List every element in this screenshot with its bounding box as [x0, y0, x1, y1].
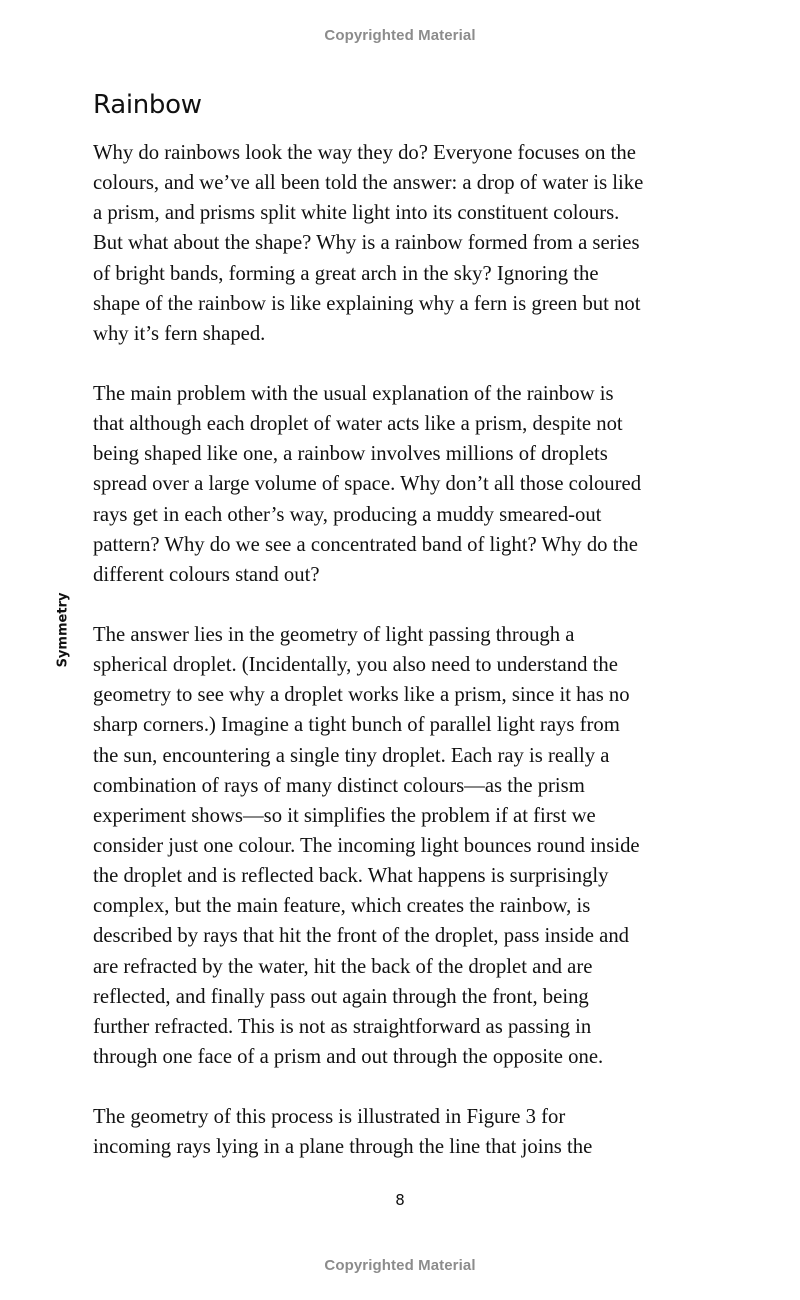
- copyright-watermark-bottom: Copyrighted Material: [324, 1257, 476, 1274]
- text-line: sharp corners.) Imagine a tight bunch of parallel light rays from: [93, 714, 620, 737]
- text-line: being shaped like one, a rainbow involves millions of droplets: [93, 443, 608, 466]
- text-line: through one face of a prism and out through the opposite one.: [93, 1045, 604, 1068]
- text-line: described by rays that hit the front of the droplet, pass inside and: [93, 925, 630, 948]
- text-line: the sun, encountering a single tiny droplet. Each ray is really a: [93, 744, 610, 767]
- text-line: pattern? Why do we see a concentrated band of light? Why do the: [93, 533, 638, 556]
- copyright-watermark-top: Copyrighted Material: [324, 27, 476, 44]
- text-line: further refracted. This is not as straightforward as passing in: [93, 1015, 592, 1038]
- text-line: different colours stand out?: [93, 563, 320, 586]
- paragraph-1: [93, 138, 713, 349]
- text-line: are refracted by the water, hit the back of the droplet and are: [93, 955, 593, 978]
- text-line: the droplet and is reflected back. What happens is surprisingly: [93, 865, 609, 888]
- chapter-side-label: Symmetry: [55, 592, 71, 668]
- paragraph-3: [93, 620, 713, 1072]
- text-line: colours, and we’ve all been told the answer: a drop of water is like: [93, 172, 644, 195]
- text-line: geometry to see why a droplet works like a prism, since it has no: [93, 684, 630, 707]
- text-line: spread over a large volume of space. Why don’t all those coloured: [93, 473, 642, 496]
- text-line: rays get in each other’s way, producing a muddy smeared-out: [93, 503, 602, 526]
- text-line: consider just one colour. The incoming light bounces round inside: [93, 834, 640, 857]
- text-line: Why do rainbows look the way they do? Everyone focuses on the: [93, 142, 636, 164]
- text-line: The geometry of this process is illustrated in Figure 3 for: [93, 1106, 566, 1128]
- text-line: complex, but the main feature, which creates the rainbow, is: [93, 895, 591, 918]
- text-line: why it’s fern shaped.: [93, 322, 266, 345]
- text-line: combination of rays of many distinct colours—as the prism: [93, 774, 585, 797]
- paragraph-2: [93, 379, 713, 590]
- text-line: But what about the shape? Why is a rainbow formed from a series: [93, 232, 640, 255]
- text-line: The answer lies in the geometry of light passing through a: [93, 624, 575, 646]
- text-line: incoming rays lying in a plane through the line that joins the: [93, 1136, 593, 1159]
- section-heading: Rainbow: [93, 90, 202, 120]
- text-line: that although each droplet of water acts like a prism, despite not: [93, 413, 623, 436]
- paragraph-4: [93, 1102, 713, 1162]
- text-line: a prism, and prisms split white light into its constituent colours.: [93, 202, 620, 225]
- page-number: 8: [395, 1191, 405, 1209]
- text-line: of bright bands, forming a great arch in the sky? Ignoring the: [93, 262, 599, 285]
- text-line: experiment shows—so it simplifies the problem if at first we: [93, 804, 596, 827]
- text-line: shape of the rainbow is like explaining why a fern is green but not: [93, 292, 641, 315]
- text-line: reflected, and finally pass out again through the front, being: [93, 985, 589, 1008]
- text-line: The main problem with the usual explanation of the rainbow is: [93, 383, 614, 405]
- text-line: spherical droplet. (Incidentally, you also need to understand the: [93, 654, 618, 677]
